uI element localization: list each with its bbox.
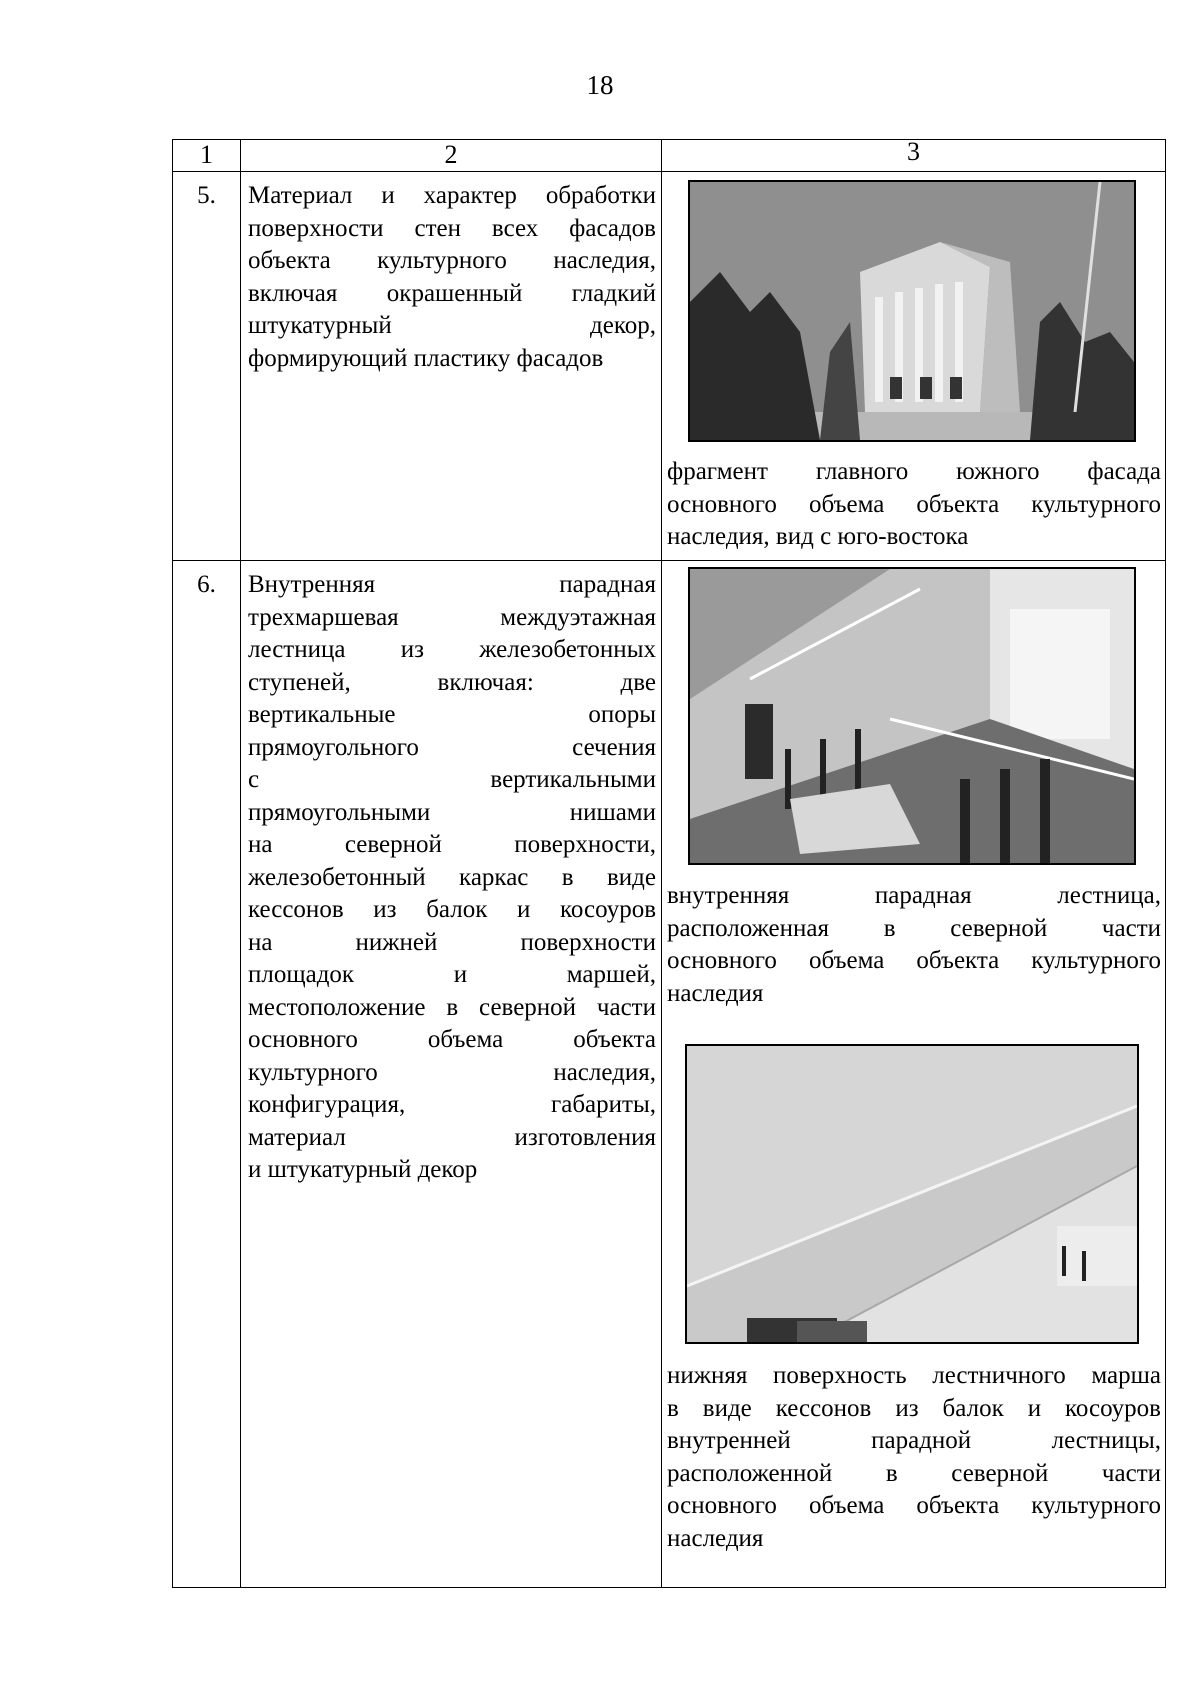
row-description bbox=[241, 172, 662, 561]
row-number: 5. bbox=[173, 172, 241, 561]
staircase-photo bbox=[688, 567, 1136, 865]
caption-line: наследия, вид с юго-востока bbox=[667, 523, 969, 550]
description-line: включая окрашенный гладкий bbox=[248, 279, 656, 307]
description-line: трехмаршевая междуэтажная bbox=[248, 603, 656, 631]
staircase-photo-graphic bbox=[690, 569, 1134, 863]
description-line: прямоугольного сечения bbox=[248, 733, 656, 761]
caption-line: основного объема объекта культурного bbox=[667, 1492, 1161, 1519]
table-header-row bbox=[173, 140, 1166, 172]
description-line: основного объема объекта bbox=[248, 1026, 656, 1053]
caption-line: внутренней парадной лестницы, bbox=[667, 1427, 1161, 1454]
row-illustration-cell bbox=[662, 561, 1166, 1588]
caption-line: расположенной в северной части bbox=[667, 1459, 1161, 1487]
caption-line: основного объема объекта культурного bbox=[667, 490, 1161, 518]
description-line: Внутренняя парадная bbox=[248, 571, 656, 598]
description-line: Материал и характер обработки bbox=[248, 182, 656, 209]
table-row bbox=[173, 172, 1166, 561]
description-line: ступеней, включая: две bbox=[248, 668, 656, 696]
row-description bbox=[241, 561, 662, 1588]
description-line: и штукатурный декор bbox=[248, 1156, 478, 1183]
row-illustration-cell bbox=[662, 172, 1166, 561]
description-line: вертикальные опоры bbox=[248, 701, 656, 728]
caption-line: внутренняя парадная лестница, bbox=[667, 882, 1161, 909]
description-line: с вертикальными bbox=[248, 766, 656, 793]
description-line: кессонов из балок и косоуров bbox=[248, 896, 656, 923]
description-line: прямоугольными нишами bbox=[248, 798, 656, 826]
row-number: 6. bbox=[173, 561, 241, 1588]
header-col-1: 1 bbox=[173, 140, 241, 172]
caption-line: расположенная в северной части bbox=[667, 914, 1161, 942]
photo-caption bbox=[662, 1360, 1165, 1555]
header-col-2: 2 bbox=[241, 140, 662, 172]
description-line: железобетонный каркас в виде bbox=[248, 863, 656, 891]
description-line: площадок и маршей, bbox=[248, 961, 656, 988]
description-line: конфигурация, габариты, bbox=[248, 1091, 656, 1118]
header-col-3: 3 bbox=[662, 140, 1166, 172]
description-line: культурного наследия, bbox=[248, 1058, 656, 1086]
description-line: материал изготовления bbox=[248, 1123, 656, 1151]
heritage-table bbox=[172, 139, 1166, 1588]
photo-caption bbox=[662, 456, 1165, 554]
facade-photo bbox=[688, 180, 1136, 442]
caption-line: наследия bbox=[667, 979, 764, 1007]
description-line: поверхности стен всех фасадов bbox=[248, 214, 656, 242]
photo-caption bbox=[662, 880, 1165, 1010]
description-line: на северной поверхности, bbox=[248, 831, 656, 858]
caption-line: основного объема объекта культурного bbox=[667, 947, 1161, 974]
description-line: на нижней поверхности bbox=[248, 928, 656, 956]
description-line: местоположение в северной части bbox=[248, 993, 656, 1021]
caption-line: в виде кессонов из балок и косоуров bbox=[667, 1394, 1161, 1422]
page-number: 18 bbox=[586, 70, 614, 100]
stair-underside-photo-graphic bbox=[687, 1046, 1137, 1342]
description-line: формирующий пластику фасадов bbox=[248, 344, 604, 372]
stair-underside-photo bbox=[685, 1044, 1139, 1344]
facade-photo-graphic bbox=[690, 182, 1134, 440]
caption-line: нижняя поверхность лестничного марша bbox=[667, 1362, 1161, 1389]
description-line: объекта культурного наследия, bbox=[248, 247, 656, 274]
caption-line: наследия bbox=[667, 1524, 764, 1552]
description-line: лестница из железобетонных bbox=[248, 636, 656, 663]
table-row bbox=[173, 561, 1166, 1588]
description-line: штукатурный декор, bbox=[248, 312, 656, 339]
caption-line: фрагмент главного южного фасада bbox=[667, 458, 1161, 485]
